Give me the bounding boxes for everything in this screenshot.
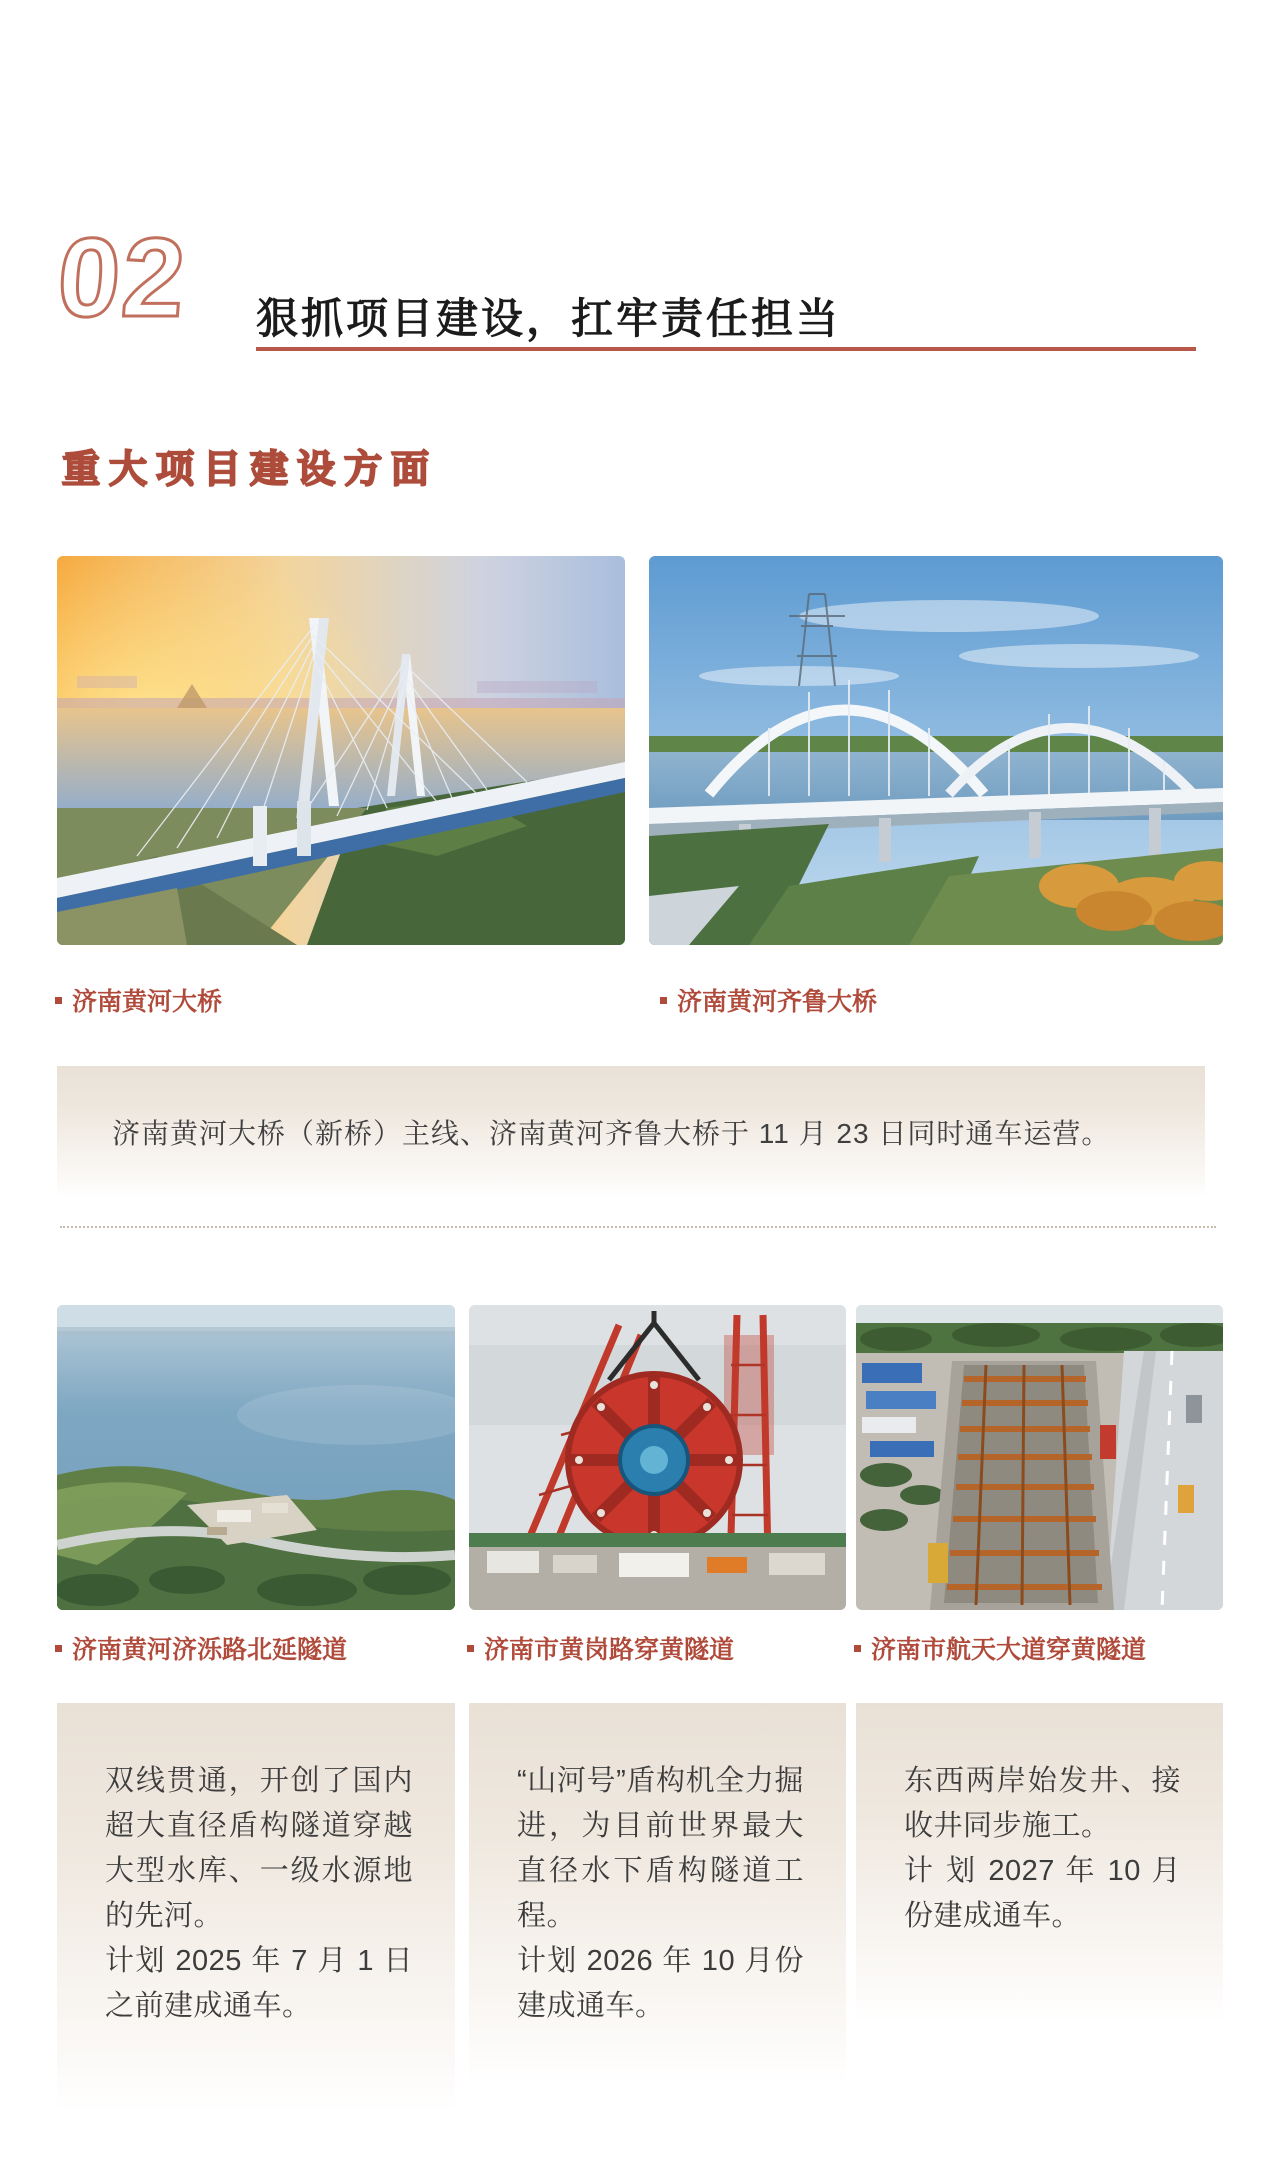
photo-caption xyxy=(467,1630,734,1666)
caption-label: 济南黄河大桥 xyxy=(72,988,223,1016)
photo-hangtian-avenue-tunnel xyxy=(856,1305,1223,1610)
photo-caption xyxy=(55,982,222,1018)
tunnel-detail-box xyxy=(469,1703,846,2085)
dotted-divider xyxy=(60,1226,1216,1228)
photo-caption xyxy=(55,1630,347,1666)
photo-caption xyxy=(660,982,877,1018)
bullet-square-icon xyxy=(854,1645,861,1652)
photo-jiluo-road-tunnel xyxy=(57,1305,455,1610)
red-tbm-cutterhead-crane-image xyxy=(469,1305,846,1610)
caption-label: 济南黄河济泺路北延隧道 xyxy=(72,1636,348,1664)
sunset-cable-stayed-bridge-image xyxy=(57,556,625,945)
tunnel-detail-text: “山河号”盾构机全力掘进，为目前世界最大直径水下盾构隧道工程。 xyxy=(517,1765,804,1932)
aerial-shaft-trench-construction-image xyxy=(856,1305,1223,1610)
aerial-reservoir-construction-image xyxy=(57,1305,455,1610)
photo-jinan-yellow-river-bridge xyxy=(57,556,625,945)
subsection-heading: 重大项目建设方面 xyxy=(62,449,439,491)
bullet-square-icon xyxy=(55,997,62,1004)
photo-jinan-qilu-bridge xyxy=(649,556,1223,945)
caption-label: 济南市黄岗路穿黄隧道 xyxy=(484,1636,735,1664)
bullet-square-icon xyxy=(55,1645,62,1652)
tunnel-detail-box xyxy=(856,1703,1223,2023)
photo-huanggang-road-tunnel xyxy=(469,1305,846,1610)
bridge-summary-text: 济南黄河大桥（新桥）主线、济南黄河齐鲁大桥于 11 月 23 日同时通车运营。 xyxy=(112,1118,1111,1149)
white-arch-bridge-image xyxy=(649,556,1223,945)
tunnel-detail-text: 计划 2025 年 7 月 1 日之前建成通车。 xyxy=(105,1945,413,2022)
tunnel-detail-text: 计划 2026 年 10 月份建成通车。 xyxy=(517,1945,804,2022)
bridge-summary-box xyxy=(57,1066,1205,1198)
title-underline xyxy=(256,347,1196,351)
page-title: 狠抓项目建设，扛牢责任担当 xyxy=(256,295,842,342)
tunnel-detail-text: 计 划 2027 年 10 月 份建成通车。 xyxy=(904,1855,1181,1932)
section-number: 02 xyxy=(53,215,191,340)
caption-label: 济南黄河齐鲁大桥 xyxy=(677,988,878,1016)
caption-label: 济南市航天大道穿黄隧道 xyxy=(871,1636,1147,1664)
bullet-square-icon xyxy=(660,997,667,1004)
tunnel-detail-box xyxy=(57,1703,455,2113)
bullet-square-icon xyxy=(467,1645,474,1652)
photo-caption xyxy=(854,1630,1146,1666)
tunnel-detail-text: 双线贯通，开创了国内超大直径盾构隧道穿越大型水库、一级水源地的先河。 xyxy=(105,1765,413,1932)
tunnel-detail-text: 东西两岸始发井、接收井同步施工。 xyxy=(904,1765,1181,1842)
